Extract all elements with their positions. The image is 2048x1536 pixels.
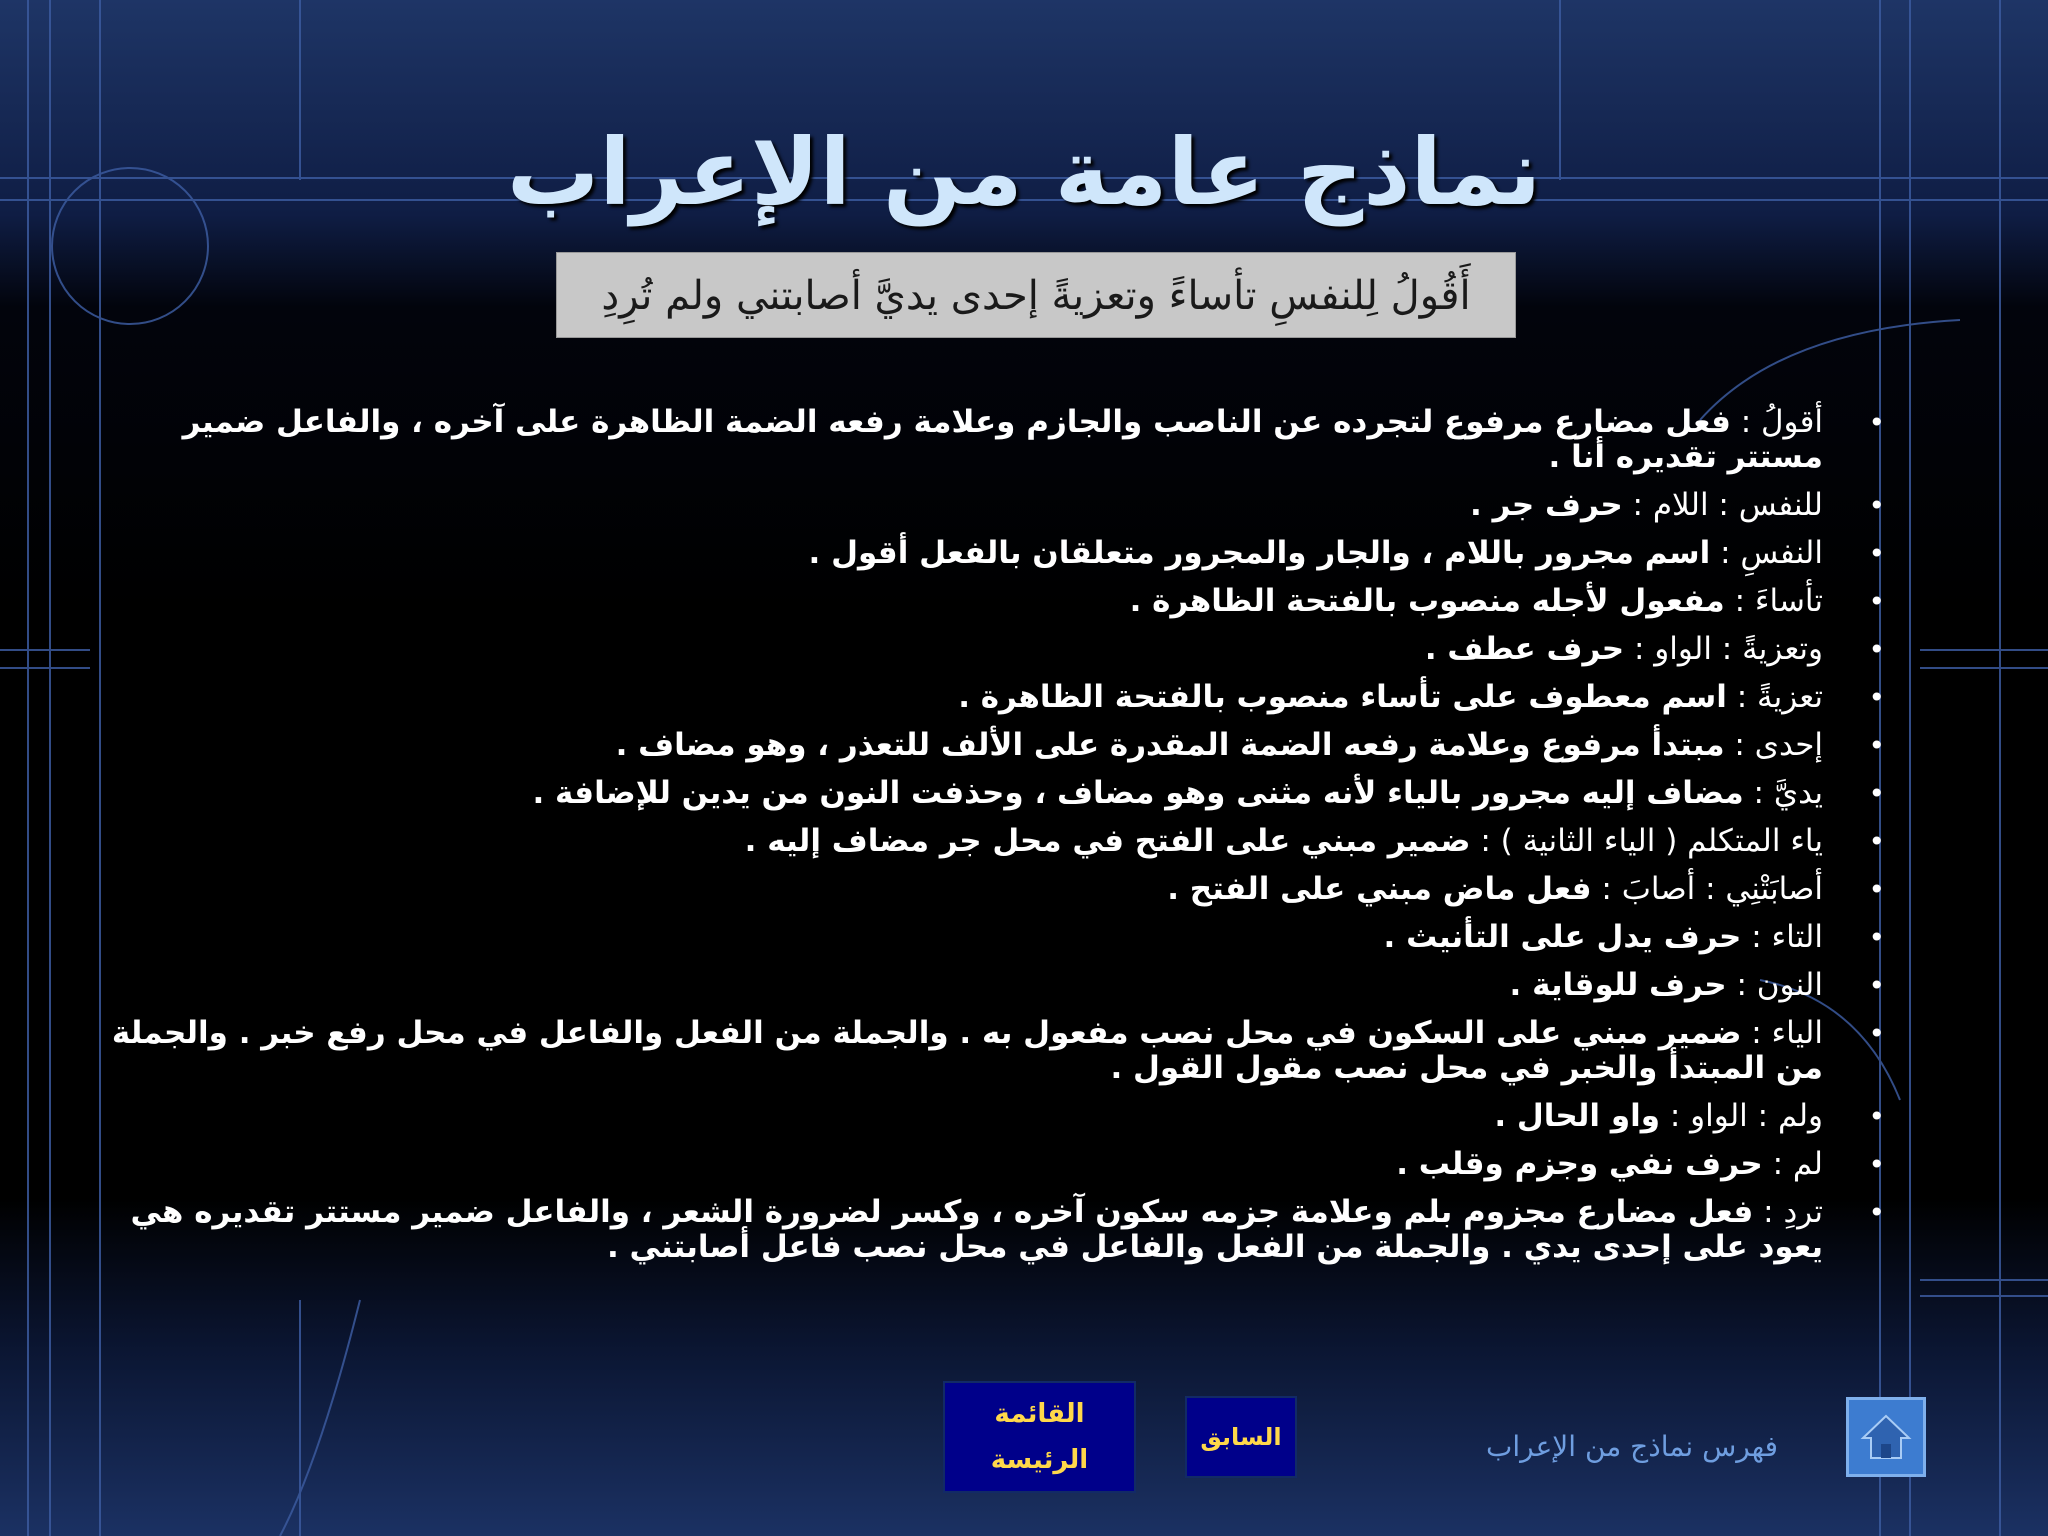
item-description: ضمير مبني على الفتح في محل جر مضاف إليه . [744,823,1471,859]
bullet-icon: • [1868,1017,1885,1050]
list-item [83,1015,1885,1086]
main-menu-button[interactable] [943,1381,1136,1493]
list-item [83,871,1885,907]
list-item [83,487,1885,523]
bullet-icon: • [1868,681,1885,714]
main-menu-label-line2: الرئيسة [990,1445,1089,1475]
bullet-icon: • [1868,489,1885,522]
item-term: تردِ : [1753,1194,1823,1230]
item-term: ولم : الواو : [1659,1098,1823,1134]
bullet-icon: • [1868,1196,1885,1229]
item-term: تعزيةً : [1726,679,1823,715]
list-item [83,727,1885,763]
item-description: مبتدأ مرفوع وعلامة رفعه الضمة المقدرة على الألف للتعذر ، وهو مضاف . [615,727,1725,763]
item-description: حرف للوقاية . [1509,967,1727,1003]
list-item [83,1098,1885,1134]
index-link[interactable]: فهرس نماذج من الإعراب [1486,1430,1779,1463]
previous-button[interactable] [1185,1396,1297,1478]
item-description: اسم معطوف على تأساء منصوب بالفتحة الظاهرة . [958,679,1727,715]
item-term: إحدى : [1724,727,1823,763]
item-description: فعل مضارع مجزوم بلم وعلامة جزمه سكون آخره ، وكسر لضرورة الشعر ، والفاعل ضمير مستتر تقديره هي يعود على إحدى يدي . والجملة من الفعل والفاعل في محل نصب فاعل أصابتني . [130,1194,1823,1265]
page-title: نماذج عامة من الإعراب [506,119,1542,226]
list-item [83,1194,1885,1265]
home-icon [1859,1410,1913,1464]
bullet-icon: • [1868,1148,1885,1181]
list-item [83,967,1885,1003]
item-description: مضاف إليه مجرور بالياء لأنه مثنى وهو مضاف ، وحذفت النون من يدين للإضافة . [532,775,1744,811]
item-description: حرف جر . [1470,487,1623,523]
bullet-icon: • [1868,921,1885,954]
item-term: للنفس : اللام : [1622,487,1823,523]
item-term: أصابَتْنِي : أصابَ : [1591,871,1823,907]
list-item [83,775,1885,811]
item-term: وتعزيةً : الواو : [1624,631,1823,667]
bullet-icon: • [1868,825,1885,858]
poetry-verse-image [556,252,1516,338]
item-term: أقولُ : [1730,404,1823,440]
parsing-list [83,404,1885,1278]
previous-button-label: السابق [1200,1423,1282,1451]
bullet-icon: • [1868,406,1885,439]
item-description: فعل مضارع مرفوع لتجرده عن الناصب والجازم وعلامة رفعه الضمة الظاهرة على آخره ، والفاعل ضمير مستتر تقديره أنا . [182,404,1823,475]
item-description: حرف يدل على التأنيث . [1383,919,1742,955]
item-term: النون : [1726,967,1823,1003]
bullet-icon: • [1868,729,1885,762]
item-term: لم : [1762,1146,1823,1182]
bullet-icon: • [1868,1100,1885,1133]
list-item [83,535,1885,571]
list-item [83,679,1885,715]
home-button[interactable] [1846,1397,1926,1477]
item-term: يديَّ : [1743,775,1823,811]
list-item [83,631,1885,667]
list-item [83,919,1885,955]
item-description: فعل ماض مبني على الفتح . [1167,871,1592,907]
item-description: حرف نفي وجزم وقلب . [1396,1146,1763,1182]
bullet-icon: • [1868,873,1885,906]
list-item [83,583,1885,619]
bullet-icon: • [1868,633,1885,666]
item-description: مفعول لأجله منصوب بالفتحة الظاهرة . [1129,583,1725,619]
list-item [83,823,1885,859]
item-term: التاء : [1741,919,1823,955]
bullet-icon: • [1868,777,1885,810]
main-menu-label-line1: القائمة [994,1399,1085,1429]
bullet-icon: • [1868,585,1885,618]
list-item [83,1146,1885,1182]
item-term: تأساءَ : [1724,583,1823,619]
item-term: الياء : [1741,1015,1823,1051]
verse-text: أَقُولُ لِلنفسِ تأساءً وتعزيةً إحدى يديَّ أصابتني ولم تُرِدِ [601,273,1471,319]
item-term: ياء المتكلم ( الياء الثانية ) : [1470,823,1823,859]
item-description: واو الحال . [1494,1098,1660,1134]
item-description: اسم مجرور باللام ، والجار والمجرور متعلقان بالفعل أقول . [808,535,1711,571]
bullet-icon: • [1868,969,1885,1002]
item-description: ضمير مبني على السكون في محل نصب مفعول به . والجملة من الفعل والفاعل في محل رفع خبر . والجملة من المبتدأ والخبر في محل نصب مقول القول . [111,1015,1823,1086]
item-description: حرف عطف . [1424,631,1625,667]
bullet-icon: • [1868,537,1885,570]
list-item [83,404,1885,475]
item-term: النفسِ : [1710,535,1823,571]
